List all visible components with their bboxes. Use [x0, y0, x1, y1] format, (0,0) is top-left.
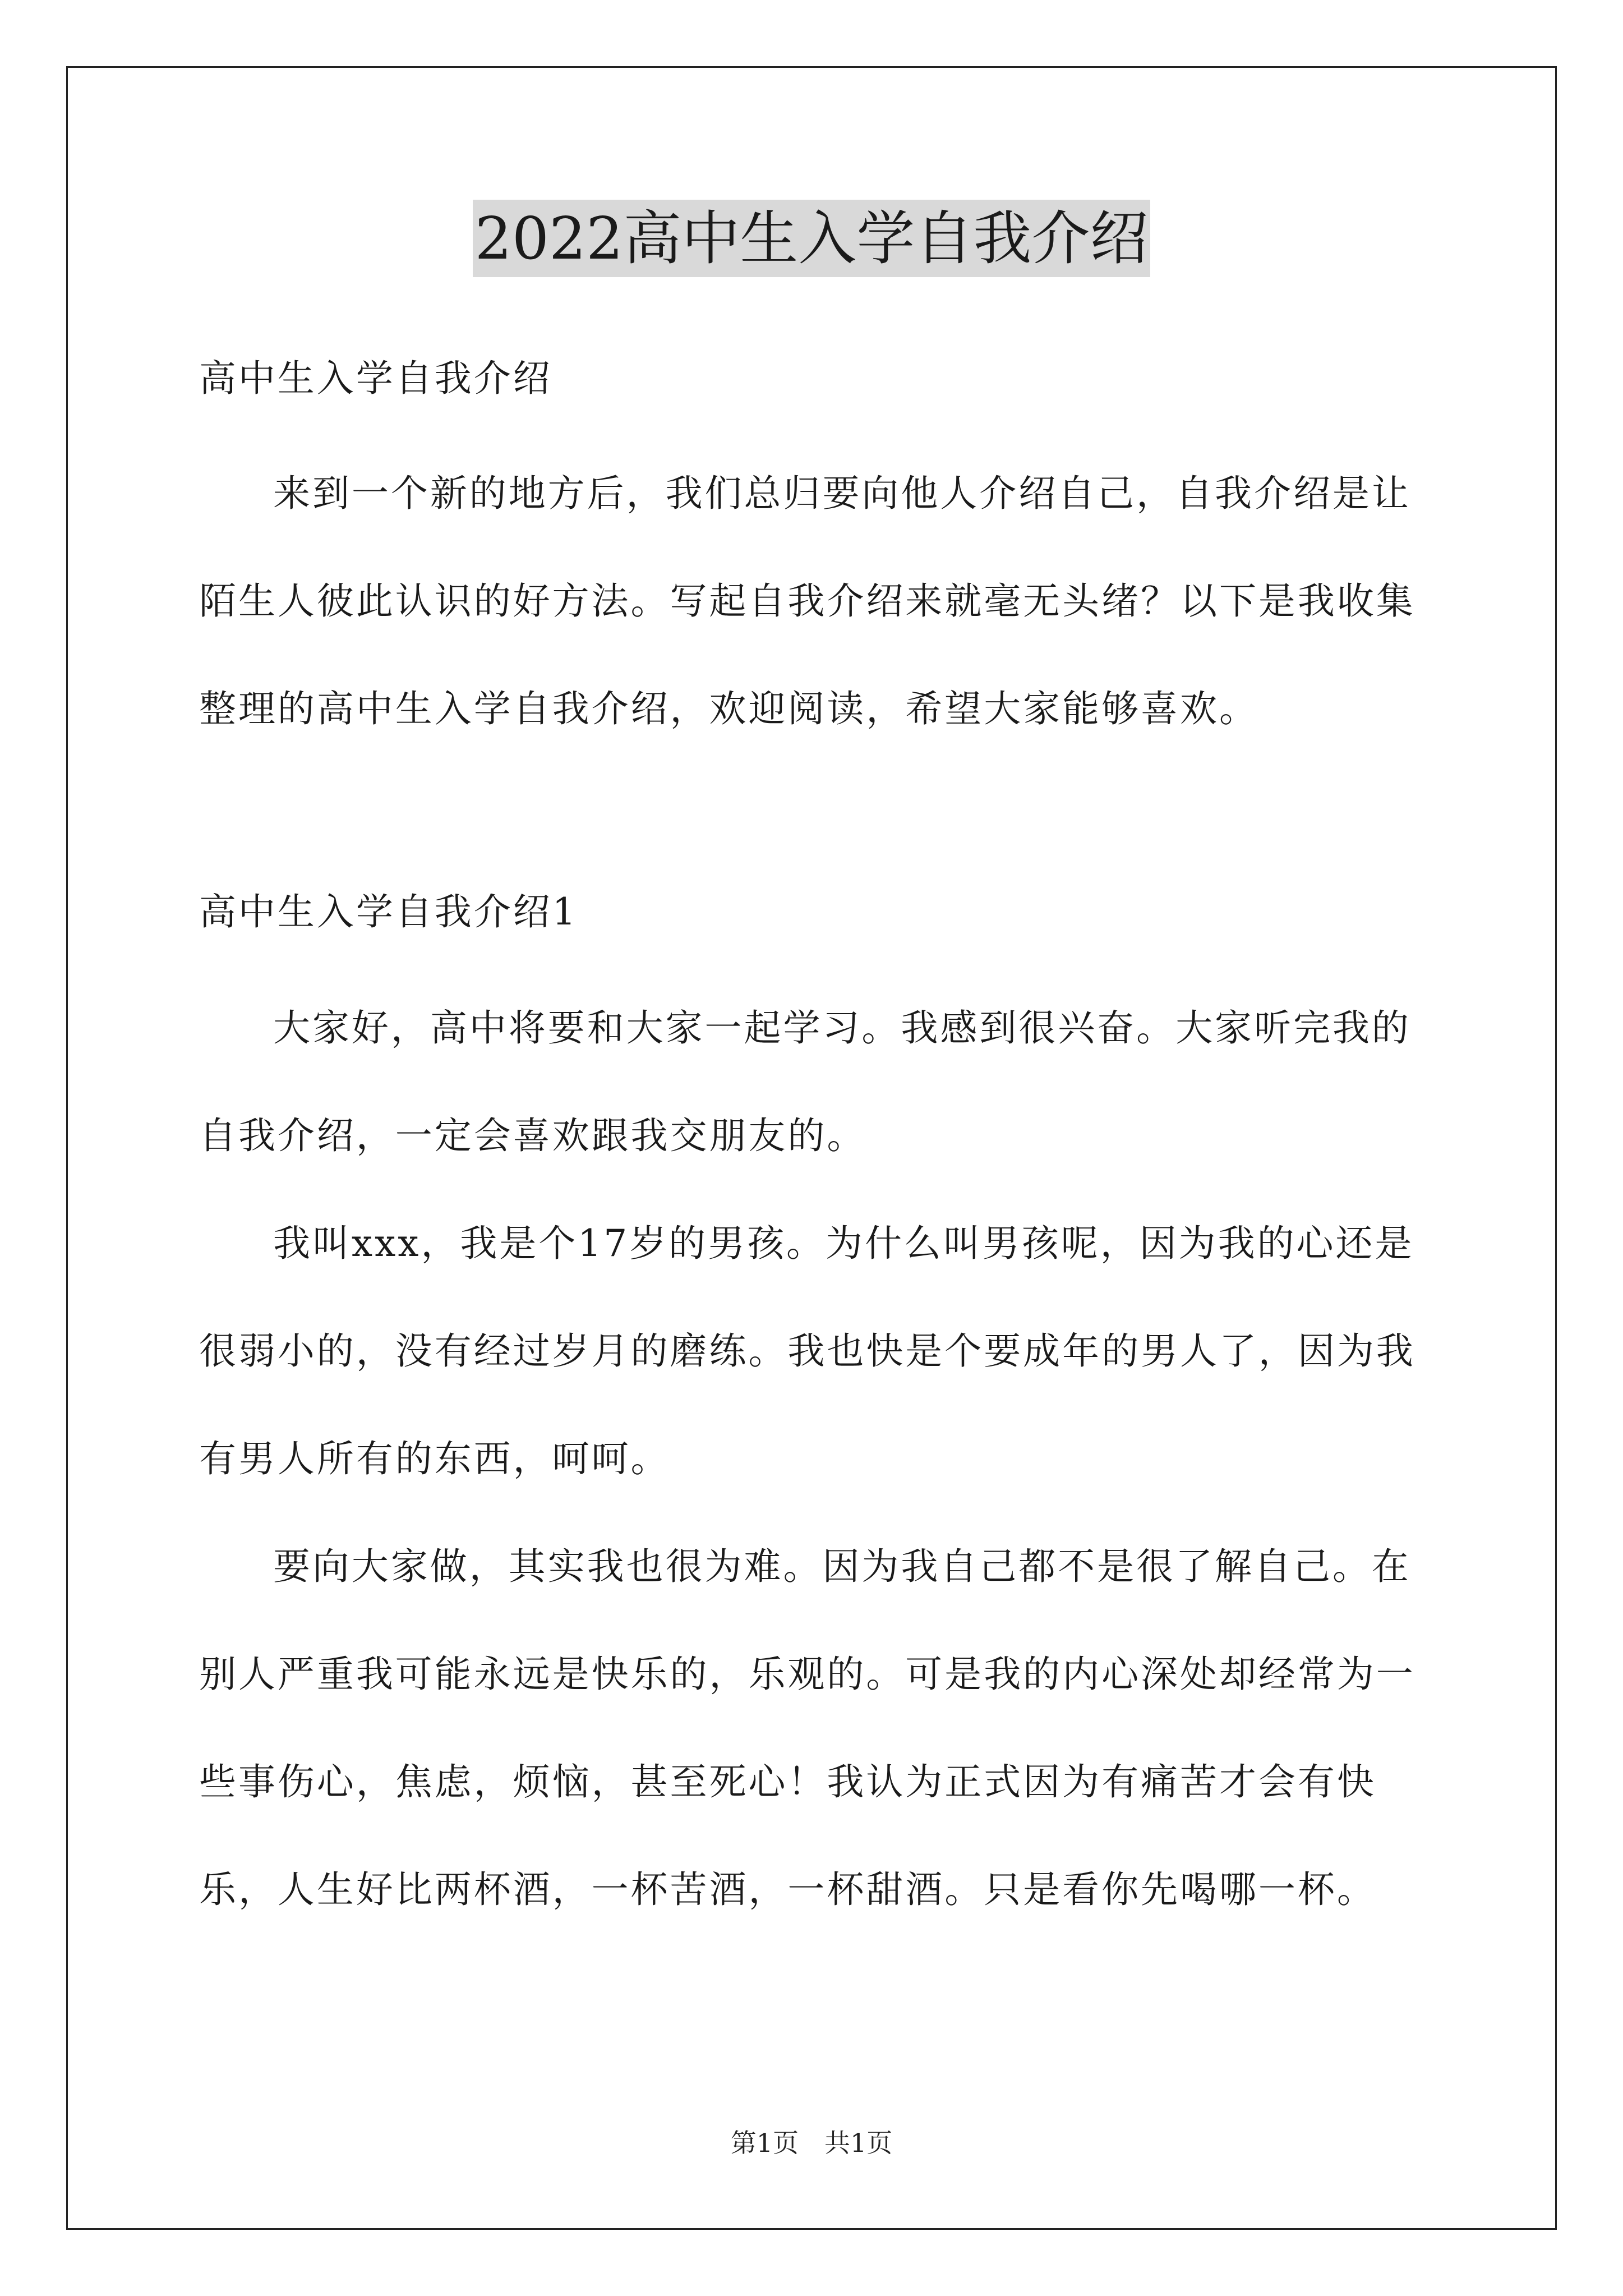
page-number-current: 第1页: [730, 2128, 799, 2158]
body-paragraph-3: 要向大家做，其实我也很为难。因为我自己都不是很了解自己。在别人严重我可能永远是快乐的，乐观的。可是我的内心深处却经常为一些事伤心，焦虑，烦恼，甚至死心！我认为正式因为有痛苦才会有快乐，人生好比两杯酒，一杯苦酒，一杯甜酒。只是看你先喝哪一杯。: [199, 1545, 1415, 1911]
section-heading-1: 高中生入学自我介绍1: [199, 890, 578, 933]
section-heading-intro: 高中生入学自我介绍: [199, 357, 552, 400]
document-title-text: 2022高中生入学自我介绍: [473, 200, 1151, 277]
intro-paragraph: 来到一个新的地方后，我们总归要向他人介绍自己，自我介绍是让陌生人彼此认识的好方法。写起自我介绍来就毫无头绪？以下是我收集整理的高中生入学自我介绍，欢迎阅读，希望大家能够喜欢。: [199, 472, 1415, 730]
page-footer: [0, 2126, 1623, 2160]
page-number-total: 共1页: [824, 2128, 893, 2158]
document-title: [0, 196, 1623, 280]
body-paragraph-1: 大家好，高中将要和大家一起学习。我感到很兴奋。大家听完我的自我介绍，一定会喜欢跟我交朋友的。: [199, 1006, 1411, 1157]
body-paragraph-2: 我叫xxx，我是个17岁的男孩。为什么叫男孩呢，因为我的心还是很弱小的，没有经过岁月的磨练。我也快是个要成年的男人了，因为我有男人所有的东西，呵呵。: [199, 1222, 1415, 1480]
